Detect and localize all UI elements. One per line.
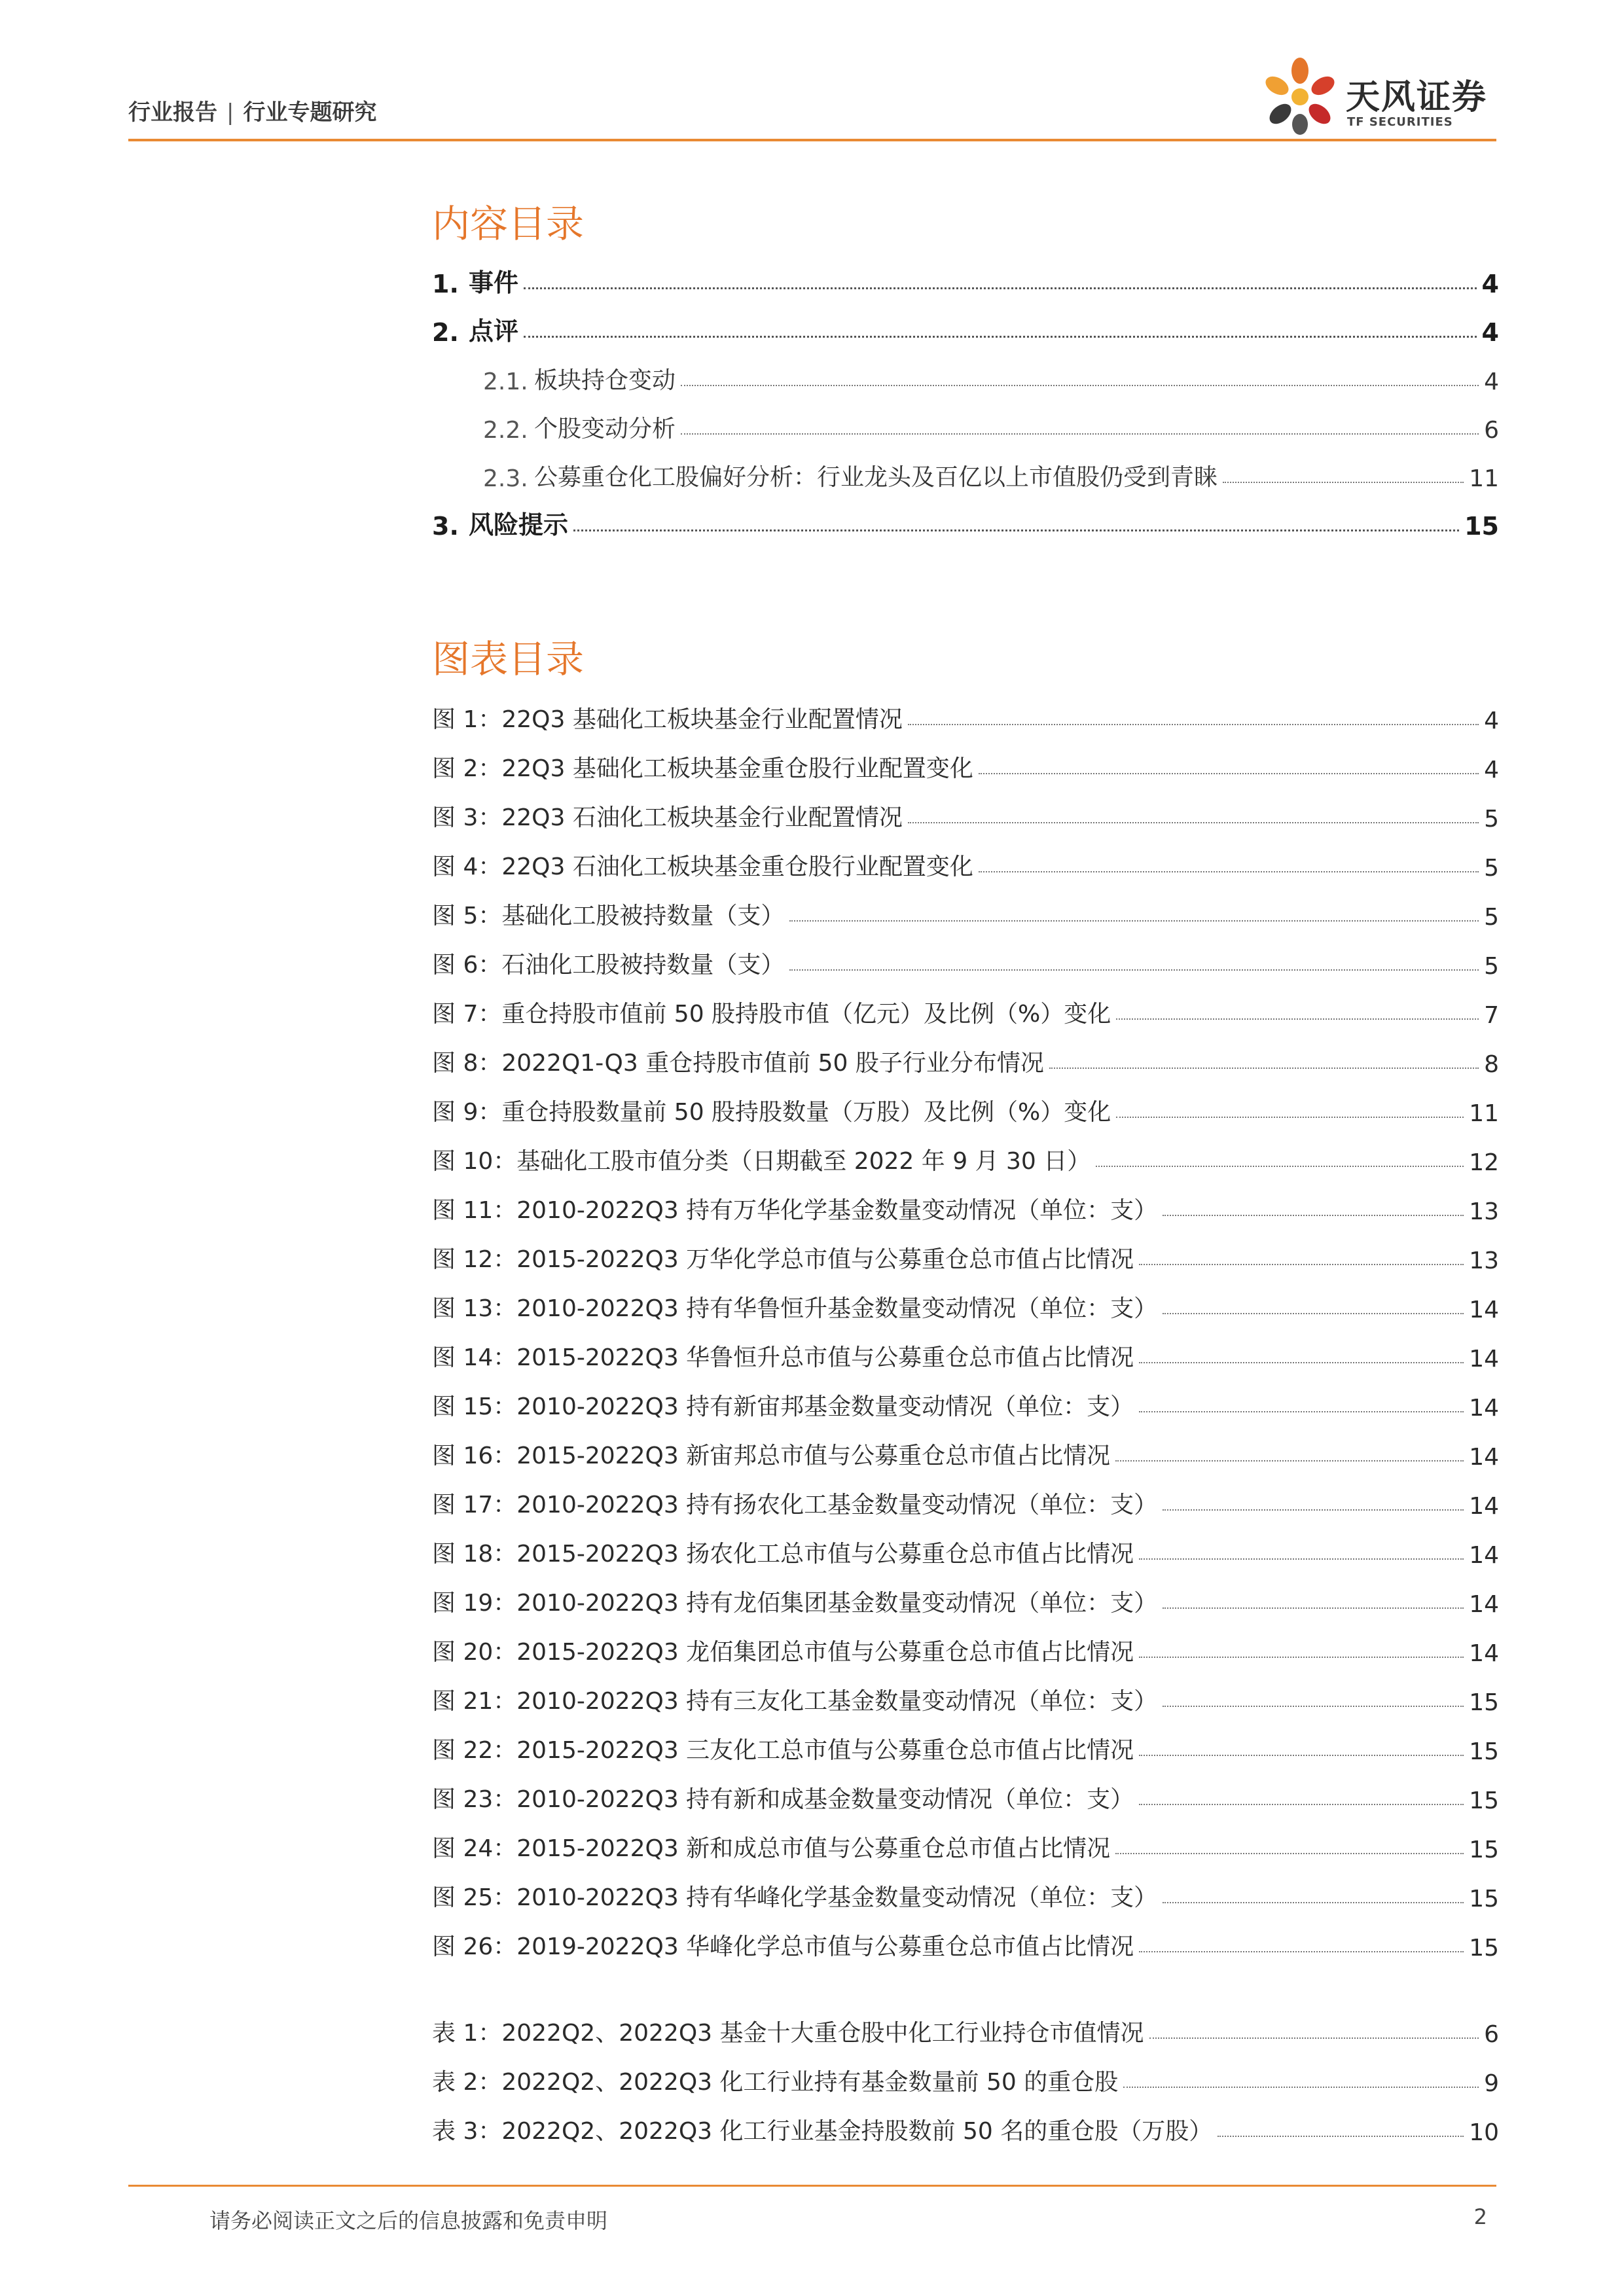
breadcrumb <box>128 94 376 126</box>
figure-entry[interactable] <box>432 791 1499 833</box>
toc-entry-number: 2. <box>432 318 459 347</box>
figure-entry-label: 图 7：重仓持股市值前 50 股持股市值（亿元）及比例（%）变化 <box>432 1001 1111 1028</box>
toc-entry-number: 2.3. <box>483 465 528 492</box>
figure-entry[interactable] <box>432 1183 1499 1225</box>
toc-dot-leader <box>1115 1853 1464 1854</box>
toc-dot-leader <box>1163 1509 1464 1511</box>
figure-entry[interactable] <box>432 1380 1499 1422</box>
page-header <box>128 56 1496 140</box>
disclaimer-text: 请务必阅读正文之后的信息披露和免责申明 <box>209 2208 608 2233</box>
toc-dot-leader <box>1139 1558 1464 1560</box>
toc-entry-page: 4 <box>1484 368 1499 395</box>
figure-entry-page: 5 <box>1484 904 1499 931</box>
figure-entry-page: 15 <box>1469 1738 1499 1765</box>
toc-entry-number: 3. <box>432 512 459 541</box>
figure-entry-page: 14 <box>1469 1395 1499 1422</box>
figure-entry[interactable] <box>432 1282 1499 1323</box>
figure-entry-label: 图 23：2010-2022Q3 持有新和成基金数量变动情况（单位：支） <box>432 1786 1134 1813</box>
toc-dot-leader <box>1123 2087 1479 2088</box>
table-entry-label: 表 1：2022Q2、2022Q3 基金十大重仓股中化工行业持仓市值情况 <box>432 2020 1144 2047</box>
figure-entry[interactable] <box>432 1772 1499 1814</box>
toc-entry-label: 点评 <box>469 317 519 346</box>
figure-entry[interactable] <box>432 742 1499 783</box>
figure-entry-page: 5 <box>1484 953 1499 980</box>
toc-dot-leader <box>1163 1313 1464 1314</box>
figure-entry[interactable] <box>432 1036 1499 1078</box>
figure-entry-label: 图 25：2010-2022Q3 持有华峰化学基金数量变动情况（单位：支） <box>432 1884 1158 1911</box>
table-entry[interactable] <box>432 2055 1499 2097</box>
figure-entry-label: 图 2：22Q3 基础化工板块基金重仓股行业配置变化 <box>432 755 973 782</box>
toc-entry-page: 4 <box>1481 270 1499 298</box>
figures-title: 图表目录 <box>432 637 585 681</box>
figure-entry-page: 15 <box>1469 1837 1499 1863</box>
figure-entry-label: 图 20：2015-2022Q3 龙佰集团总市值与公募重仓总市值占比情况 <box>432 1639 1134 1666</box>
figure-entry-page: 7 <box>1484 1002 1499 1029</box>
figure-entry-label: 图 14：2015-2022Q3 华鲁恒升总市值与公募重仓总市值占比情况 <box>432 1344 1134 1371</box>
figure-entry-page: 13 <box>1469 1247 1499 1274</box>
flower-logo-icon <box>1261 56 1339 137</box>
figure-entry-label: 图 18：2015-2022Q3 扬农化工总市值与公募重仓总市值占比情况 <box>432 1541 1134 1568</box>
figure-entry[interactable] <box>432 1920 1499 1962</box>
figure-entry-label: 图 13：2010-2022Q3 持有华鲁恒升基金数量变动情况（单位：支） <box>432 1295 1158 1322</box>
toc-dot-leader <box>1049 1067 1479 1069</box>
toc-dot-leader <box>1096 1166 1464 1167</box>
figure-entry-page: 15 <box>1469 1787 1499 1814</box>
figure-entry-page: 14 <box>1469 1444 1499 1471</box>
figure-entry-label: 图 26：2019-2022Q3 华峰化学总市值与公募重仓总市值占比情况 <box>432 1933 1134 1960</box>
figure-entry[interactable] <box>432 1429 1499 1471</box>
figure-entry-page: 14 <box>1469 1591 1499 1618</box>
toc-dot-leader <box>1139 1362 1464 1363</box>
figure-entry-label: 图 12：2015-2022Q3 万华化学总市值与公募重仓总市值占比情况 <box>432 1246 1134 1273</box>
figure-entry-label: 图 16：2015-2022Q3 新宙邦总市值与公募重仓总市值占比情况 <box>432 1443 1111 1469</box>
figure-entry-label: 图 22：2015-2022Q3 三友化工总市值与公募重仓总市值占比情况 <box>432 1737 1134 1764</box>
toc-dot-leader <box>789 920 1479 922</box>
figure-entry[interactable] <box>432 840 1499 882</box>
toc-dot-leader <box>524 287 1477 289</box>
toc-entry[interactable] <box>432 257 1499 298</box>
figure-entry[interactable] <box>432 1232 1499 1274</box>
report-type: 行业报告 <box>128 99 217 126</box>
toc-entry-label: 个股变动分析 <box>534 416 676 442</box>
toc-dot-leader <box>573 529 1459 531</box>
toc-dot-leader <box>681 385 1479 386</box>
figure-entry-label: 图 10：基础化工股市值分类（日期截至 2022 年 9 月 30 日） <box>432 1148 1091 1175</box>
toc-dot-leader <box>1116 1117 1464 1118</box>
figure-entry-page: 5 <box>1484 855 1499 882</box>
toc-dot-leader <box>1139 1657 1464 1658</box>
toc-dot-leader <box>789 969 1479 971</box>
table-entry-label: 表 3：2022Q2、2022Q3 化工行业基金持股数前 50 名的重仓股（万股） <box>432 2118 1213 2145</box>
figure-entry-page: 15 <box>1469 1886 1499 1912</box>
toc-entry-label: 事件 <box>469 268 519 297</box>
figure-entry-page: 4 <box>1484 757 1499 783</box>
header-divider <box>128 139 1496 141</box>
footer-divider <box>128 2185 1496 2187</box>
toc-entry-page: 4 <box>1481 318 1499 347</box>
report-category: 行业专题研究 <box>243 99 377 126</box>
figure-entry-label: 图 17：2010-2022Q3 持有扬农化工基金数量变动情况（单位：支） <box>432 1492 1158 1518</box>
toc-dot-leader <box>1163 1902 1464 1903</box>
figure-entry-label: 图 1：22Q3 基础化工板块基金行业配置情况 <box>432 706 903 733</box>
figure-entry-page: 13 <box>1469 1198 1499 1225</box>
toc-dot-leader <box>1116 1018 1479 1020</box>
toc-title: 内容目录 <box>432 202 585 246</box>
figure-entry[interactable] <box>432 1134 1499 1176</box>
toc-dot-leader <box>1149 2037 1479 2039</box>
toc-entry-label: 板块持仓变动 <box>534 367 676 394</box>
toc-entry-number: 1. <box>432 270 459 298</box>
toc-dot-leader <box>1139 1411 1464 1412</box>
toc-dot-leader <box>1163 1706 1464 1707</box>
figure-entry-page: 8 <box>1484 1051 1499 1078</box>
figure-entry[interactable] <box>432 1085 1499 1127</box>
toc-entry-page: 11 <box>1469 465 1499 492</box>
toc-dot-leader <box>1139 1804 1464 1805</box>
toc-dot-leader <box>1139 1951 1464 1952</box>
page-number: 2 <box>1473 2204 1487 2229</box>
toc-entry[interactable] <box>432 305 1499 347</box>
toc-entry-page: 6 <box>1484 417 1499 444</box>
toc-entry[interactable] <box>432 450 1499 492</box>
figure-entry[interactable] <box>432 1527 1499 1569</box>
figure-entry-label: 图 6：石油化工股被持数量（支） <box>432 952 785 978</box>
figure-entry-page: 5 <box>1484 806 1499 833</box>
figure-entry[interactable] <box>432 1674 1499 1716</box>
toc-entry[interactable] <box>432 353 1499 395</box>
table-entry-page: 9 <box>1484 2070 1499 2097</box>
figure-entry[interactable] <box>432 1625 1499 1667</box>
toc-dot-leader <box>1223 482 1464 483</box>
toc-entry[interactable] <box>432 499 1499 541</box>
figure-entry-label: 图 9：重仓持股数量前 50 股持股数量（万股）及比例（%）变化 <box>432 1099 1111 1126</box>
figure-entry-label: 图 5：基础化工股被持数量（支） <box>432 903 785 929</box>
toc-entry-number: 2.2. <box>483 417 528 444</box>
company-logo <box>1261 56 1496 137</box>
figure-entry-page: 14 <box>1469 1493 1499 1520</box>
toc-entry-page: 15 <box>1464 512 1499 541</box>
table-entry[interactable] <box>432 2006 1499 2048</box>
figure-entry-label: 图 8：2022Q1-Q3 重仓持股市值前 50 股子行业分布情况 <box>432 1050 1044 1077</box>
figure-entry[interactable] <box>432 987 1499 1029</box>
toc-dot-leader <box>908 822 1479 823</box>
toc-dot-leader <box>1218 2136 1464 2137</box>
figure-entry-label: 图 21：2010-2022Q3 持有三友化工基金数量变动情况（单位：支） <box>432 1688 1158 1715</box>
toc-entry-number: 2.1. <box>483 368 528 395</box>
figure-entry-page: 11 <box>1469 1100 1499 1127</box>
figure-entry-label: 图 19：2010-2022Q3 持有龙佰集团基金数量变动情况（单位：支） <box>432 1590 1158 1617</box>
toc-dot-leader <box>1163 1215 1464 1216</box>
figure-entry-label: 图 4：22Q3 石油化工板块基金重仓股行业配置变化 <box>432 853 973 880</box>
figure-entry[interactable] <box>432 1576 1499 1618</box>
figure-entry-label: 图 15：2010-2022Q3 持有新宙邦基金数量变动情况（单位：支） <box>432 1393 1134 1420</box>
toc-dot-leader <box>1115 1460 1464 1462</box>
figure-entry[interactable] <box>432 889 1499 931</box>
toc-entry-label: 风险提示 <box>469 511 569 539</box>
table-entry-page: 6 <box>1484 2021 1499 2048</box>
toc-dot-leader <box>524 336 1477 338</box>
breadcrumb-separator: | <box>226 99 234 126</box>
figure-entry-page: 14 <box>1469 1297 1499 1323</box>
figure-entry[interactable] <box>432 692 1499 734</box>
figure-entry[interactable] <box>432 1871 1499 1912</box>
figure-entry-page: 15 <box>1469 1935 1499 1962</box>
figure-entry-page: 14 <box>1469 1640 1499 1667</box>
toc-dot-leader <box>979 773 1479 774</box>
toc-entry-label: 公募重仓化工股偏好分析：行业龙头及百亿以上市值股仍受到青睐 <box>534 464 1218 491</box>
toc-dot-leader <box>1139 1755 1464 1756</box>
figure-entry-page: 14 <box>1469 1542 1499 1569</box>
toc-dot-leader <box>908 724 1479 725</box>
figure-entry-page: 4 <box>1484 708 1499 734</box>
toc-dot-leader <box>1163 1607 1464 1609</box>
table-entry-label: 表 2：2022Q2、2022Q3 化工行业持有基金数量前 50 的重仓股 <box>432 2069 1119 2096</box>
figure-entry-page: 15 <box>1469 1689 1499 1716</box>
toc-entry[interactable] <box>432 402 1499 444</box>
toc-dot-leader <box>979 871 1479 872</box>
figure-entry[interactable] <box>432 1331 1499 1372</box>
figure-entry-label: 图 24：2015-2022Q3 新和成总市值与公募重仓总市值占比情况 <box>432 1835 1111 1862</box>
figure-entry-label: 图 11：2010-2022Q3 持有万华化学基金数量变动情况（单位：支） <box>432 1197 1158 1224</box>
figure-entry[interactable] <box>432 1723 1499 1765</box>
toc-dot-leader <box>1139 1264 1464 1265</box>
logo-chinese-name: 天风证券 <box>1346 78 1488 117</box>
figure-entry-label: 图 3：22Q3 石油化工板块基金行业配置情况 <box>432 804 903 831</box>
figure-entry[interactable] <box>432 1478 1499 1520</box>
figure-entry[interactable] <box>432 938 1499 980</box>
figure-entry[interactable] <box>432 1821 1499 1863</box>
figure-entry-page: 14 <box>1469 1346 1499 1372</box>
logo-english-name: TF SECURITIES <box>1347 115 1453 129</box>
figure-entry-page: 12 <box>1469 1149 1499 1176</box>
toc-dot-leader <box>681 433 1479 435</box>
table-entry-page: 10 <box>1469 2119 1499 2146</box>
table-entry[interactable] <box>432 2104 1499 2146</box>
